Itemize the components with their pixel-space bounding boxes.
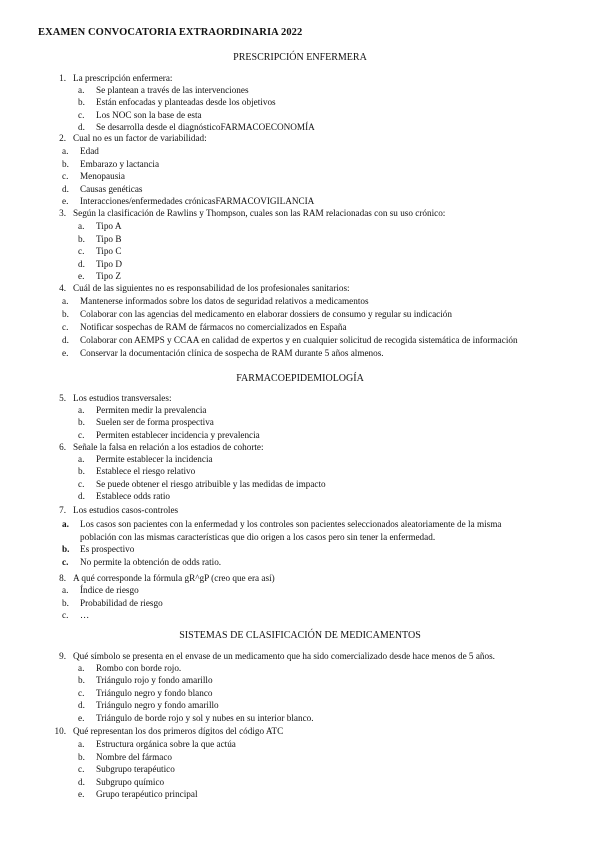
question-text: Según la clasificación de Rawlins y Thompson, cuales son las RAM relacionadas con su uso crónico: (73, 208, 446, 218)
option-text: Se puede obtener el riesgo atribuible y las medidas de impacto (96, 478, 326, 489)
option-letter: a. (78, 405, 85, 415)
option-letter: c. (62, 610, 69, 620)
option-letter: c. (62, 171, 69, 182)
option-text: Interacciones/enfermedades crónicasFARMACOVIGILANCIA (80, 196, 315, 207)
option-text: Los casos son pacientes con la enfermedad y los controles son pacientes seleccionados aleatoriamente de la misma (80, 519, 502, 529)
option-text: Colaborar con AEMPS y CCAA en calidad de expertos y en cualquier solicitud de recogida sistemática de información (80, 335, 518, 345)
option-letter: c. (62, 322, 69, 332)
option-text: Nombre del fármaco (96, 751, 173, 762)
section-tag: FARMACOVIGILANCIA (215, 196, 315, 207)
question-text: Los estudios transversales: (73, 393, 172, 403)
question-number: 9. (59, 651, 66, 661)
option-letter: e. (62, 196, 69, 207)
question-number: 1. (59, 73, 66, 83)
question-number: 4. (59, 283, 66, 293)
option-text: Triángulo negro y fondo amarillo (96, 700, 219, 711)
exam-title: EXAMEN CONVOCATORIA EXTRAORDINARIA 2022 (38, 27, 303, 38)
option-text: Subgrupo químico (96, 776, 165, 787)
option-letter: c. (78, 687, 85, 698)
question-text: Cuál de las siguientes no es responsabilidad de los profesionales sanitarios: (73, 283, 350, 293)
option-text: Permite establecer la incidencia (96, 454, 213, 464)
question-number: 5. (59, 393, 66, 403)
option-text: Permiten medir la prevalencia (96, 405, 207, 415)
option-letter: c. (78, 429, 85, 440)
option-text: Es prospectivo (80, 544, 135, 554)
option-text: Estructura orgánica sobre la que actúa (96, 739, 236, 749)
option-letter: a. (62, 296, 69, 306)
option-letter: a. (62, 519, 69, 529)
option-text: Grupo terapéutico principal (96, 789, 198, 799)
option-letter: c. (78, 478, 85, 489)
option-text: Conservar la documentación clínica de sospecha de RAM durante 5 años almenos. (80, 348, 384, 358)
option-letter: a. (78, 221, 85, 231)
option-letter: d. (78, 258, 85, 269)
option-text: Embarazo y lactancia (80, 158, 160, 169)
option-letter: b. (78, 417, 85, 428)
question-number: 2. (59, 133, 66, 143)
option-text: Triángulo negro y fondo blanco (96, 687, 213, 698)
question-text: A qué corresponde la fórmula gR^gP (creo que era así) (73, 573, 275, 583)
option-letter: a. (78, 663, 85, 673)
section-heading: PRESCRIPCIÓN ENFERMERA (233, 52, 367, 63)
option-letter: a. (62, 585, 69, 595)
option-text: Tipo A (96, 221, 122, 231)
option-text: Permiten establecer incidencia y prevalencia (96, 429, 260, 440)
option-letter: c. (78, 246, 85, 257)
option-text: Mantenerse informados sobre los datos de seguridad relativos a medicamentos (80, 296, 369, 306)
option-letter: e. (78, 271, 85, 282)
option-text: Notificar sospechas de RAM de fármacos no comercializados en España (80, 322, 347, 332)
option-text: Subgrupo terapéutico (96, 764, 175, 774)
option-letter: e. (62, 348, 69, 358)
question-text: Cual no es un factor de variabilidad: (73, 133, 207, 143)
question-number: 8. (59, 573, 66, 583)
option-text: … (80, 610, 90, 620)
option-text: Suelen ser de forma prospectiva (96, 417, 214, 428)
question-text: Señale la falsa en relación a los estadios de cohorte: (73, 442, 264, 452)
option-text: Rombo con borde rojo. (96, 663, 182, 673)
option-letter: a. (78, 85, 85, 95)
option-letter: a. (62, 146, 69, 156)
option-letter: b. (78, 233, 85, 244)
option-letter: d. (78, 776, 85, 787)
option-letter: c. (78, 764, 85, 774)
option-text: Tipo B (96, 233, 122, 244)
option-text: Colaborar con las agencias del medicamento en elaborar dossiers de consumo y regular su indicación (80, 309, 452, 319)
option-text: Establece el riesgo relativo (96, 466, 196, 477)
option-letter: b. (62, 597, 69, 608)
option-text: Probabilidad de riesgo (80, 597, 163, 608)
option-letter: a. (78, 739, 85, 749)
option-text: Tipo C (96, 246, 122, 257)
option-text: población con las mismas características que dio origen a los casos pero sin tener la enfermedad. (80, 531, 436, 542)
section-heading: FARMACOEPIDEMIOLOGÍA (236, 373, 364, 384)
option-text: Índice de riesgo (80, 585, 139, 595)
question-text: La prescripción enfermera: (73, 73, 173, 83)
section-tag: FARMACOECONOMÍA (220, 122, 315, 133)
option-text: Triángulo de borde rojo y sol y nubes en su interior blanco. (96, 712, 314, 723)
option-letter: e. (78, 789, 85, 799)
option-letter: b. (78, 751, 85, 762)
option-letter: b. (62, 309, 69, 319)
option-text: Están enfocadas y planteadas desde los objetivos (96, 97, 276, 108)
option-text: Edad (80, 146, 99, 156)
option-letter: b. (78, 466, 85, 477)
option-letter: d. (62, 183, 69, 194)
option-text: Se desarrolla desde el diagnósticoFARMACOECONOMÍA (96, 122, 315, 133)
option-letter: e. (78, 712, 85, 723)
section-heading: SISTEMAS DE CLASIFICACIÓN DE MEDICAMENTOS (179, 630, 421, 641)
option-letter: d. (78, 700, 85, 711)
option-letter: b. (62, 544, 70, 554)
option-text: Tipo Z (96, 271, 121, 282)
option-text: No permite la obtención de odds ratio. (80, 556, 222, 567)
question-text: Los estudios casos-controles (73, 505, 179, 515)
option-text: Los NOC son la base de esta (96, 109, 202, 120)
question-number: 7. (59, 505, 66, 515)
question-text: Qué representan los dos primeros dígitos del código ATC (73, 726, 284, 736)
option-letter: b. (78, 675, 85, 686)
option-text: Menopausia (80, 171, 125, 182)
option-letter: d. (78, 491, 85, 502)
question-number: 3. (59, 208, 66, 218)
option-letter: b. (78, 97, 85, 108)
option-text: Causas genéticas (80, 183, 143, 194)
option-letter: a. (78, 454, 85, 464)
option-text: Tipo D (96, 258, 122, 269)
question-number: 10. (54, 726, 66, 736)
option-letter: c. (78, 109, 85, 120)
option-letter: b. (62, 158, 69, 169)
question-text: Qué símbolo se presenta en el envase de un medicamento que ha sido comercializado desde hace menos de 5 años. (73, 651, 495, 661)
question-number: 6. (59, 442, 66, 452)
option-letter: c. (62, 556, 69, 567)
option-letter: d. (62, 335, 69, 345)
option-text: Triángulo rojo y fondo amarillo (96, 675, 213, 686)
option-text: Establece odds ratio (96, 491, 170, 502)
option-text: Se plantean a través de las intervenciones (96, 85, 249, 95)
option-letter: d. (78, 122, 85, 133)
